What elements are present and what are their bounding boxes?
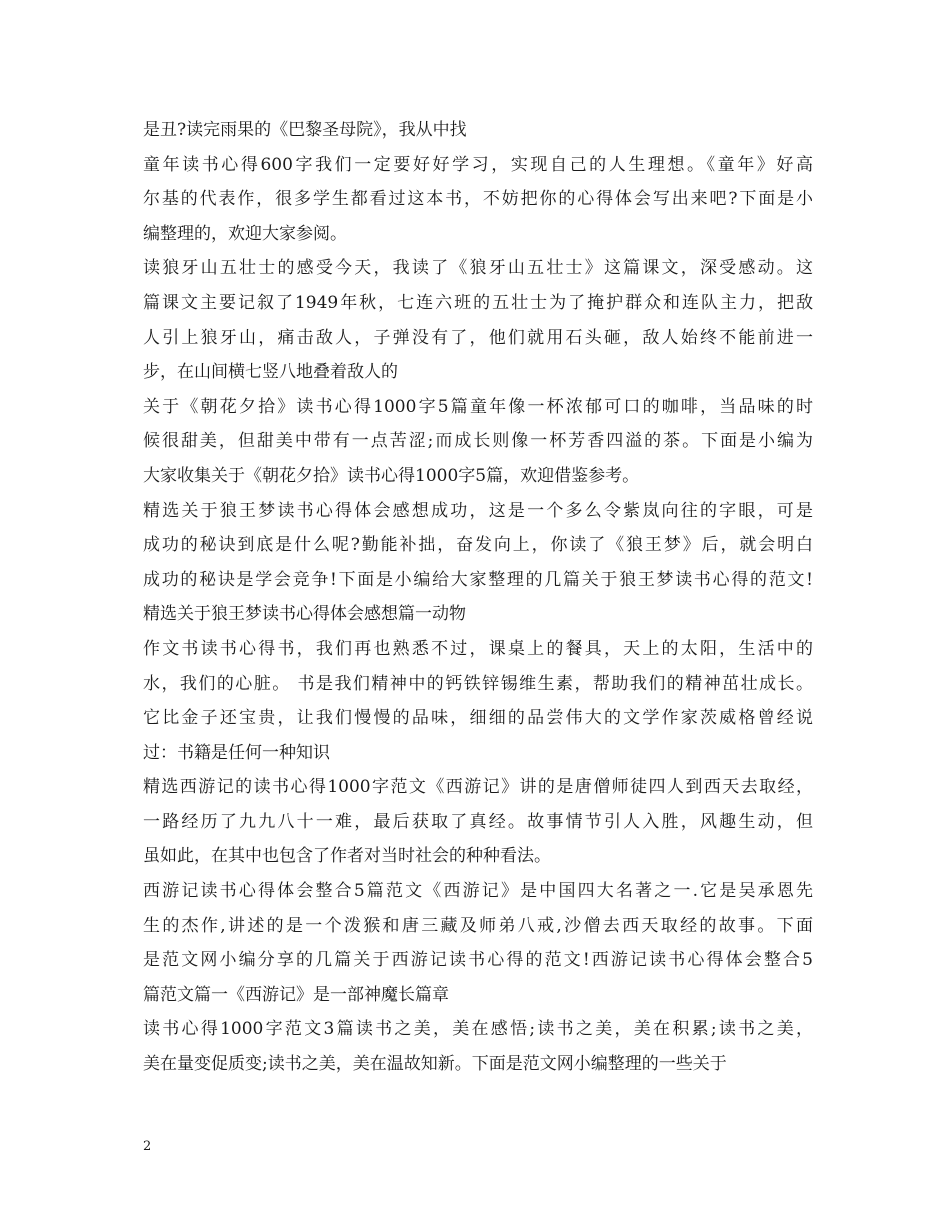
text-line: 作文书读书心得书，我们再也熟悉不过，课桌上的餐具，天上的太阳，生活中的: [143, 638, 813, 659]
text-line: 尔基的代表作，很多学生都看过这本书，不妨把你的心得体会写出来吧?下面是小: [143, 189, 813, 210]
text-line: 大家收集关于《朝花夕拾》读书心得1000字5篇，欢迎借鉴参考。: [143, 465, 640, 486]
text-line: 成功的秘诀是学会竞争!下面是小编给大家整理的几篇关于狼王梦读书心得的范文!: [143, 569, 813, 590]
text-line: 读书心得1000字范文3篇读书之美，美在感悟;读书之美，美在积累;读书之美，: [143, 1019, 813, 1040]
text-line: 过：书籍是任何一种知识: [143, 742, 330, 763]
text-line: 精选西游记的读书心得1000字范文《西游记》讲的是唐僧师徒四人到西天去取经，: [143, 777, 813, 798]
text-line: 童年读书心得600字我们一定要好好学习，实现自己的人生理想。《童年》好高: [143, 154, 813, 175]
text-line: 是范文网小编分享的几篇关于西游记读书心得的范文!西游记读书心得体会整合5: [143, 950, 813, 971]
text-line: 精选关于狼王梦读书心得体会感想成功，这是一个多么令紫岚向往的字眼，可是: [143, 500, 813, 521]
text-line: 篇课文主要记叙了1949年秋，七连六班的五壮士为了掩护群众和连队主力，把敌: [143, 292, 813, 313]
text-line: 读狼牙山五壮士的感受今天，我读了《狼牙山五壮士》这篇课文，深受感动。这: [143, 258, 813, 279]
text-line: 成功的秘诀到底是什么呢?勤能补拙，奋发向上，你读了《狼王梦》后，就会明白: [143, 535, 813, 556]
document-body: [143, 113, 813, 1082]
text-line: 编整理的，欢迎大家参阅。: [143, 223, 347, 244]
text-line: 虽如此，在其中也包含了作者对当时社会的种种看法。: [143, 846, 551, 867]
text-line: 美在量变促质变;读书之美，美在温故知新。下面是范文网小编整理的一些关于: [143, 1054, 727, 1075]
text-line: 步，在山间横七竖八地叠着敌人的: [143, 362, 398, 383]
text-line: 候很甜美，但甜美中带有一点苦涩;而成长则像一杯芳香四溢的茶。下面是小编为: [143, 431, 813, 452]
text-line: 是丑?读完雨果的《巴黎圣母院》，我从中找: [143, 120, 467, 140]
text-line: 关于《朝花夕拾》读书心得1000字5篇童年像一杯浓郁可口的咖啡，当品味的时: [143, 396, 813, 417]
text-line: 精选关于狼王梦读书心得体会感想篇一动物: [143, 604, 466, 625]
text-line: 一路经历了九九八十一难，最后获取了真经。故事情节引人入胜，风趣生动，但: [143, 811, 813, 832]
text-line: 西游记读书心得体会整合5篇范文《西游记》是中国四大名著之一.它是吴承恩先: [143, 881, 813, 902]
text-line: 生的杰作,讲述的是一个泼猴和唐三藏及师弟八戒,沙僧去西天取经的故事。下面: [143, 915, 813, 936]
text-line: 水，我们的心脏。 书是我们精神中的钙铁锌锡维生素，帮助我们的精神茁壮成长。: [143, 673, 813, 694]
page-number: 2: [143, 1139, 152, 1154]
text-line: 篇范文篇一《西游记》是一部神魔长篇章: [143, 984, 449, 1005]
text-line: 它比金子还宝贵，让我们慢慢的品味，细细的品尝伟大的文学作家茨威格曾经说: [143, 708, 813, 729]
text-line: 人引上狼牙山，痛击敌人，子弹没有了，他们就用石头砸，敌人始终不能前进一: [143, 327, 813, 348]
